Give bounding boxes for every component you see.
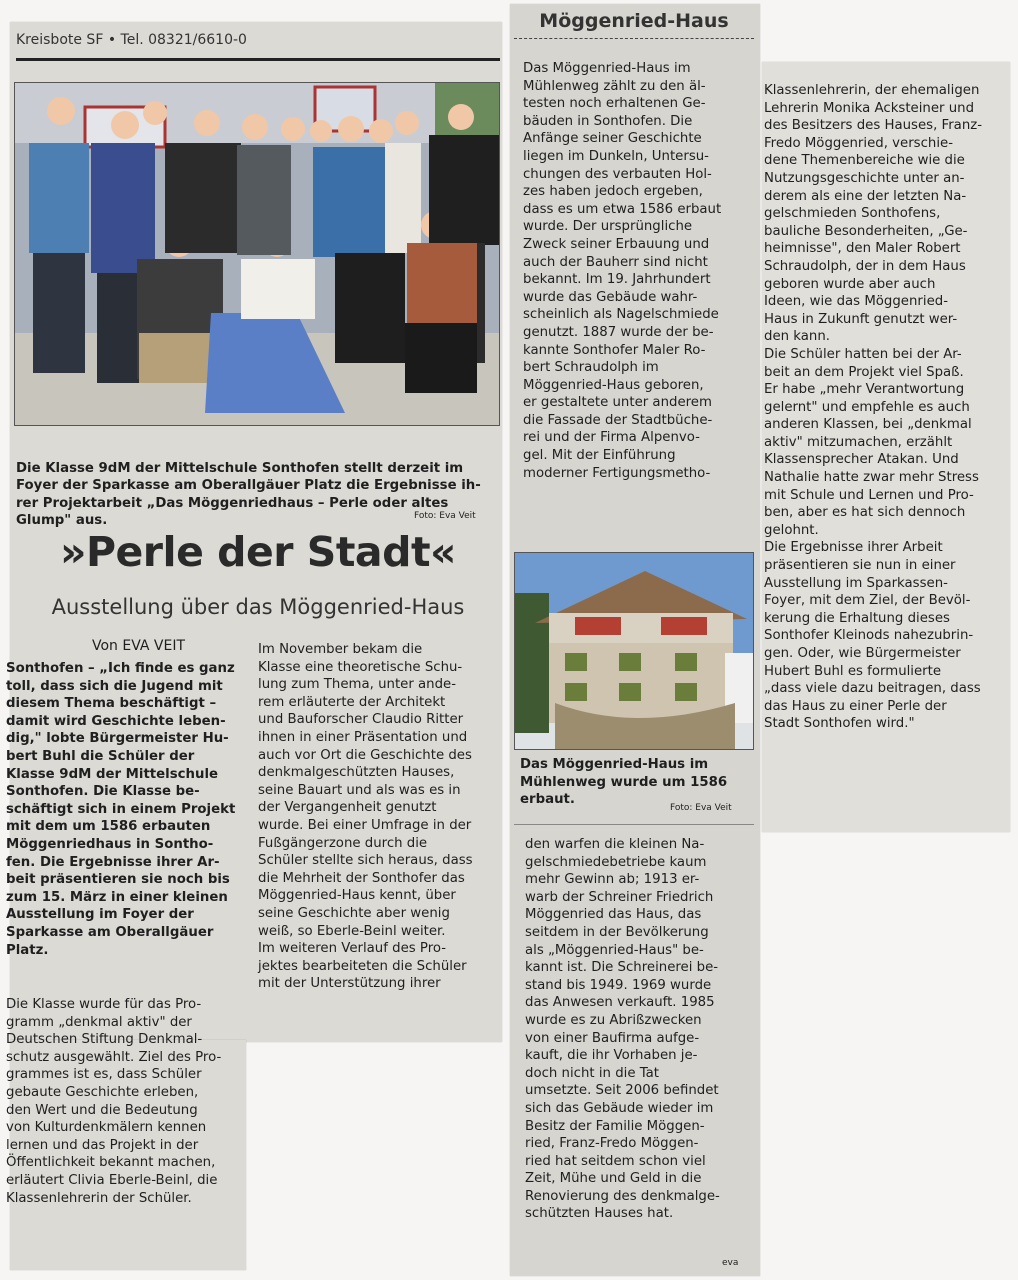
house-caption: Das Möggenried-Haus im Mühlenweg wurde um 1586 erbaut. [520, 757, 728, 808]
sidebar-title: Möggenried-Haus [539, 10, 729, 32]
house-photo [514, 552, 754, 750]
column-1-lead: Sonthofen – „Ich finde es ganz toll, dass sich die Jugend mit diesem Thema beschäftigt – damit wird Geschichte leben- dig," lobte Bürgermeister Hu- bert Buhl die Schüler der Klasse 9dM der Mittelschule Sonthofen. Die Klasse be- schäftigt sich in einem Projekt mit dem um 1586 erbauten Möggenriedhaus in Sontho- fen. Die Ergebnisse ihrer Ar- beit präsentieren sie noch bis zum 15. März in einer kleinen Ausstellung im Foyer der Sparkasse am Oberallgäuer Platz. [6, 661, 236, 958]
house-photo-drawing [515, 553, 753, 749]
house-credit: Foto: Eva Veit [670, 803, 732, 813]
headline: »Perle der Stadt« [59, 528, 457, 576]
sidebar-divider-bottom [514, 824, 754, 825]
sidebar-divider [514, 38, 754, 39]
photo-caption-text: Die Klasse 9dM der Mittelschule Sonthofen stellt derzeit im Foyer der Sparkasse am Oberallgäuer Platz die Ergebnisse ih- rer Projektarbeit „Das Möggenriedhaus – Perle oder altes Glump" aus. [16, 460, 481, 529]
sidebar-body-top: Das Möggenried-Haus im Mühlenweg zählt zu den äl- testen noch erhaltenen Ge- bäuden in Sonthofen. Die Anfänge seiner Geschichte liegen im Dunkeln, Untersu- chungen des verbauten Hol- zes haben jedoch ergeben, dass es um etwa 1586 erbaut wurde. Der ursprüngliche Zweck seiner Erbauung und auch der Bauherr sind nicht bekannt. Im 19. Jahrhundert wurde das Gebäude wahr- scheinlich als Nagelschmiede genutzt. 1887 wurde der be- kannte Sonthofer Maler Ro- bert Schraudolph im Möggenried-Haus geboren, er gestaltete unter anderem die Fassade der Stadtbüche- rei und der Firma Alpenvo- gel. Mit der Einführung moderner Fertigungsmetho- [523, 61, 722, 481]
sidebar-body-bottom: den warfen die kleinen Na- gelschmiedebetriebe kaum mehr Gewinn ab; 1913 er- warb der Schreiner Friedrich Möggenried das Haus, das seitdem in der Bevölkerung als „Möggenried-Haus" be- kannt ist. Die Schreinerei be- stand bis 1949. 1969 wurde das Anwesen verkauft. 1985 wurde es zu Abrißzwecken von einer Baufirma aufge- kauft, die ihr Vorhaben je- doch nicht in die Tat umsetzte. Seit 2006 befindet sich das Gebäude wieder im Besitz der Familie Möggen- ried, Franz-Fredo Möggen- ried hat seitdem schon viel Zeit, Mühe und Geld in die Renovierung des denkmalge- schützten Hauses hat. [525, 837, 720, 1222]
group-photo-drawing [15, 83, 499, 425]
subheadline: Ausstellung über das Möggenried-Haus [51, 595, 465, 619]
column-1-body: Die Klasse wurde für das Pro- gramm „denkmal aktiv" der Deutschen Stiftung Denkmal- schutz ausgewählt. Ziel des Pro- grammes ist es, dass Schüler gebaute Geschichte erleben, den Wert und die Bedeutung von Kulturdenkmälern kennen lernen und das Projekt in der Öffentlichkeit bekannt machen, erläutert Clivia Eberle-Beinl, die Klassenlehrerin der Schüler. [6, 997, 222, 1206]
column-2-body: Im November bekam die Klasse eine theoretische Schu- lung zum Thema, unter ande- rem erläuterte der Architekt und Bauforscher Claudio Ritter ihnen in einer Präsentation und auch vor Ort die Geschichte des denkmalgeschützten Hauses, seine Bauart und als was es in der Vergangenheit genutzt wurde. Bei einer Umfrage in der Fußgängerzone durch die Schüler stellte sich heraus, dass die Mehrheit der Sonthofer das Möggenried-Haus kennt, über seine Geschichte aber wenig weiß, so Eberle-Beinl weiter. Im weiteren Verlauf des Pro- jektes bearbeiteten die Schüler mit der Unterstützung ihrer [258, 642, 473, 992]
column-4-body: Klassenlehrerin, der ehemaligen Lehrerin Monika Acksteiner und des Besitzers des Hauses, Franz- Fredo Möggenried, verschie- dene Themenbereiche wie die Nutzungsgeschichte unter an- derem als eine der letzten Na- gelschmieden Sonthofens, bauliche Besonderheiten, „Ge- heimnisse", den Maler Robert Schraudolph, der in dem Haus geboren wurde aber auch Ideen, wie das Möggenried- Haus in Zukunft genutzt wer- den kann. Die Schüler hatten bei der Ar- beit an dem Projekt viel Spaß. Er habe „mehr Verantwortung gelernt" und empfehle es auch anderen Klassen, bei „denkmal aktiv" mitzumachen, erzählt Klassensprecher Atakan. Und Nathalie hatte zwar mehr Stress mit Schule und Lernen und Pro- ben, aber es hat sich dennoch gelohnt. Die Ergebnisse ihrer Arbeit präsentieren sie nun in einer Ausstellung im Sparkassen- Foyer, mit dem Ziel, der Bevöl- kerung die Erhaltung dieses Sonthofer Kleinods nahezubrin- gen. Oder, wie Bürgermeister Hubert Buhl es formulierte „dass viele dazu beitragen, dass das Haus zu einer Perle der Stadt Sonthofen wird." [764, 83, 983, 732]
group-photo [14, 82, 500, 426]
photo-credit: Foto: Eva Veit [414, 511, 476, 521]
author-signature: eva [722, 1258, 739, 1268]
masthead-rule [16, 58, 500, 61]
masthead: Kreisbote SF • Tel. 08321/6610-0 [16, 32, 247, 48]
byline: Von EVA VEIT [92, 638, 186, 654]
